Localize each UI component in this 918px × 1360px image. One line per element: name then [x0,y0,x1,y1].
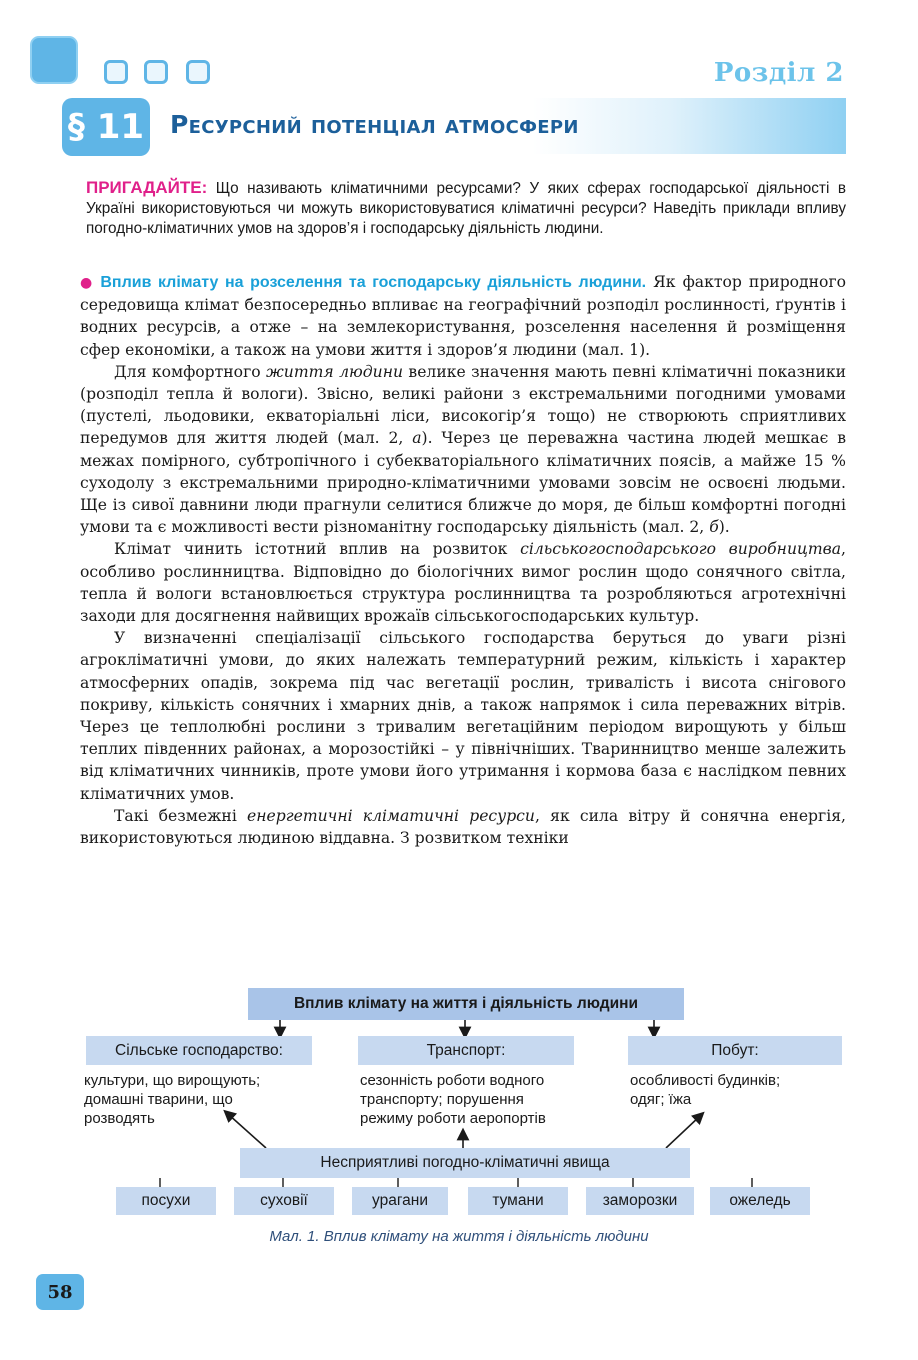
hazard-glaze-ice: ожеледь [710,1187,810,1215]
transport-line-3: режиму роботи аеропортів [360,1110,546,1127]
recall-lead: ПРИГАДАЙТЕ: [86,178,208,197]
p3-text-b: , особливо рослинництва. Відповідно до біологічних вимог рослин щодо сонячного світла, тепла й вологи встановлюється структура рослинництва та розробляються агротехнічні заходи для досягнення найвищих врожаїв сільськогосподарських культур. [80,540,847,626]
figure-caption: Мал. 1. Вплив клімату на життя і діяльність людини [269,1228,649,1245]
household-line-1: особливості будинків; [630,1072,781,1089]
agriculture-line-3: розводять [84,1110,155,1127]
hazard-hurricanes: урагани [352,1187,448,1215]
section-label: Розділ 2 [713,58,844,88]
bullet-icon: ● [80,275,95,291]
paragraph-2 [80,361,846,539]
paragraph-5 [80,805,846,849]
hazard-dry-winds: суховії [234,1187,334,1215]
hazard-fogs: тумани [468,1187,568,1215]
transport-line-2: транспорту; порушення [360,1091,524,1108]
p2-text-b: велике значення мають певні кліматичні показники (розподіл тепла й вологи). Звісно, великі райони з екстремальними погодними умовами (пустелі, льодовики, екваторіальні ліси, високогір’я тощо) не створюють сприятливих передумов для життя людей (мал. 2, [80,362,847,448]
p2-text-a: Для комфортного [114,362,267,381]
hazards-box: Несприятливі погодно-кліматичні явища [240,1148,690,1178]
p3-term: сільськогосподарського виробництва [520,540,842,559]
category-agriculture: Сільське господарство: [86,1036,312,1065]
p2-text-c: ). Через це переважна частина людей мешкає в межах помірного, субтропічного і субекваторіального кліматичних поясів, а майже 15 % суходолу з екстремальними природно-кліматичними умовами зовсім не освоєні людьми. Ще із сивої давнини люди прагнули селитися ближче до моря, де більш комфортні погодні умови та є можливості вести різноманітну господарську діяльність (мал. 2, [80,429,846,537]
body-text [80,271,846,849]
recall-block [86,178,846,239]
category-transport: Транспорт: [358,1036,574,1065]
decorative-square-3 [186,60,210,84]
agriculture-details [84,1071,324,1128]
p2-letter-b: б [709,518,719,537]
transport-line-1: сезонність роботи водного [360,1072,545,1089]
p2-text-d: ). [718,518,730,537]
recall-text: Що називають кліматичними ресурсами? У яких сферах господарської діяльності в Україні використовуються чи можуть використовуватися кліматичні ресурси? Наведіть приклади впливу погодно-кліматичних умов на здоров’я і господарську діяльність людини. [86,180,846,237]
topic-heading: Вплив клімату на розселення та господарську діяльність людини. [100,274,647,291]
p3-text-a: Клімат чинить істотний вплив на розвиток [114,540,521,559]
household-line-2: одяг; їжа [630,1091,692,1108]
paragraph-3 [80,538,846,627]
p5-term: енергетичні кліматичні ресурси [247,806,535,825]
decorative-square-2 [144,60,168,84]
transport-details [360,1071,610,1128]
p5-text-a: Такі безмежні [114,806,247,825]
household-details [630,1071,850,1109]
agriculture-line-2: домашні тварини, що [84,1091,233,1108]
paragraph-badge: § 11 [62,98,150,156]
hazard-frosts: заморозки [586,1187,694,1215]
category-household: Побут: [628,1036,842,1065]
agriculture-line-1: культури, що вирощують; [84,1072,261,1089]
diagram-top-box: Вплив клімату на життя і діяльність людини [248,988,684,1020]
decorative-square-1 [104,60,128,84]
page-number: 58 [36,1274,84,1310]
decorative-square-large [30,36,78,84]
paragraph-1-text: Як фактор природного середовища клімат безпосередньо впливає на географічний розподіл рослинності, ґрунтів і водних ресурсів, а отже – на землекористування, розселення населення й розміщення сфер економіки, а також на умови життя і здоров’я людини (мал. 1). [80,273,847,359]
lesson-title: Ресурсний потенціал атмосфери [170,110,579,139]
p5-text-b: , як сила вітру й сонячна енергія, використовуються людиною віддавна. З розвитком техніки [80,806,846,848]
hazard-droughts: посухи [116,1187,216,1215]
p2-term: життя людини [266,362,404,381]
paragraph-1 [80,271,846,361]
p2-letter-a: а [412,429,422,448]
paragraph-4: У визначенні спеціалізації сільського господарства беруться до уваги різні агрокліматичні умови, до яких належать температурний режим, кількість і характер атмосферних опадів, зокрема під час вегетації рослин, тривалість і висота снігового покриву, кількість сонячних і хмарних днів, а також напрямок і сила переважних вітрів. Через це теплолюбні рослини з тривалим вегетаційним періодом вирощують у більш теплих південних районах, а морозостійкі – у північніших. Тваринництво менше залежить від кліматичних чинників, проте умови його утримання і кормова база є наслідком певних кліматичних умов. [80,629,846,803]
climate-impact-diagram [80,984,850,1224]
